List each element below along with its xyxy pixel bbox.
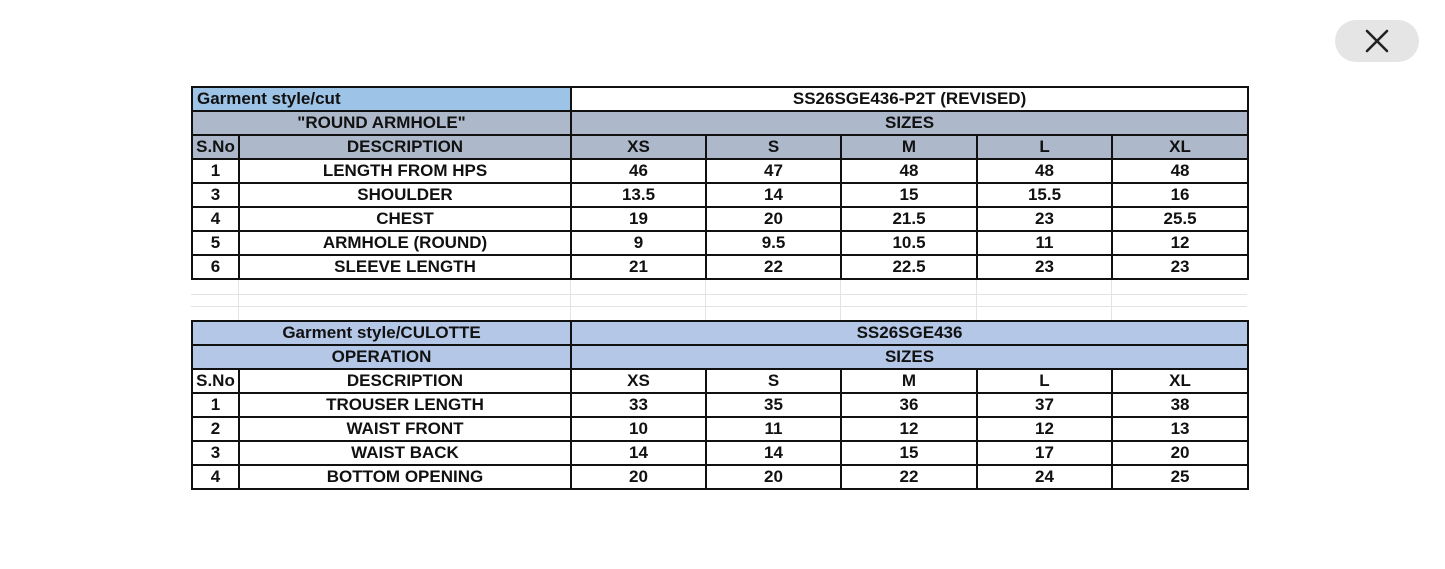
cut-label: "ROUND ARMHOLE" xyxy=(192,111,571,135)
measurement-cell: 12 xyxy=(1112,231,1248,255)
measurement-cell: 25 xyxy=(1112,465,1248,489)
measurement-cell: 12 xyxy=(841,417,977,441)
description-cell: CHEST xyxy=(239,207,571,231)
measurement-cell: 23 xyxy=(977,207,1112,231)
measurement-cell: 21.5 xyxy=(841,207,977,231)
measurement-cell: 14 xyxy=(571,441,706,465)
sno-cell: 1 xyxy=(192,393,239,417)
sno-cell: 3 xyxy=(192,183,239,207)
table-row xyxy=(192,393,1248,417)
garment-style-label: Garment style/cut xyxy=(192,87,571,111)
measurement-cell: 23 xyxy=(1112,255,1248,279)
garment-style-label: Garment style/CULOTTE xyxy=(192,321,571,345)
measurement-cell: 9 xyxy=(571,231,706,255)
size-header: L xyxy=(977,369,1112,393)
table-row xyxy=(192,183,1248,207)
sno-cell: 5 xyxy=(192,231,239,255)
measurement-cell: 16 xyxy=(1112,183,1248,207)
spec-table-top xyxy=(191,86,1249,280)
measurement-cell: 14 xyxy=(706,183,841,207)
sno-cell: 4 xyxy=(192,207,239,231)
column-header-row xyxy=(192,135,1248,159)
measurement-cell: 48 xyxy=(1112,159,1248,183)
measurement-cell: 47 xyxy=(706,159,841,183)
close-button[interactable] xyxy=(1335,20,1419,62)
size-header: L xyxy=(977,135,1112,159)
description-cell: LENGTH FROM HPS xyxy=(239,159,571,183)
sizes-label: SIZES xyxy=(571,111,1248,135)
measurement-cell: 20 xyxy=(1112,441,1248,465)
measurement-cell: 23 xyxy=(977,255,1112,279)
description-cell: WAIST FRONT xyxy=(239,417,571,441)
table-row xyxy=(192,465,1248,489)
description-cell: BOTTOM OPENING xyxy=(239,465,571,489)
description-cell: TROUSER LENGTH xyxy=(239,393,571,417)
measurement-cell: 11 xyxy=(977,231,1112,255)
column-header-row xyxy=(192,369,1248,393)
measurement-cell: 36 xyxy=(841,393,977,417)
measurement-cell: 20 xyxy=(706,207,841,231)
measurement-cell: 13.5 xyxy=(571,183,706,207)
measurement-cell: 12 xyxy=(977,417,1112,441)
measurement-cell: 22 xyxy=(841,465,977,489)
description-cell: ARMHOLE (ROUND) xyxy=(239,231,571,255)
measurement-cell: 10.5 xyxy=(841,231,977,255)
measurement-cell: 33 xyxy=(571,393,706,417)
measurement-cell: 48 xyxy=(977,159,1112,183)
sno-header: S.No xyxy=(192,135,239,159)
table-row xyxy=(192,441,1248,465)
measurement-cell: 38 xyxy=(1112,393,1248,417)
sno-cell: 1 xyxy=(192,159,239,183)
size-header: XS xyxy=(571,369,706,393)
size-header: M xyxy=(841,369,977,393)
measurement-cell: 20 xyxy=(706,465,841,489)
measurement-cell: 35 xyxy=(706,393,841,417)
measurement-cell: 24 xyxy=(977,465,1112,489)
measurement-cell: 10 xyxy=(571,417,706,441)
measurement-cell: 15.5 xyxy=(977,183,1112,207)
measurement-cell: 20 xyxy=(571,465,706,489)
measurement-cell: 9.5 xyxy=(706,231,841,255)
measurement-cell: 15 xyxy=(841,441,977,465)
measurement-cell: 13 xyxy=(1112,417,1248,441)
table-row xyxy=(192,159,1248,183)
close-icon xyxy=(1365,29,1389,53)
measurement-cell: 17 xyxy=(977,441,1112,465)
sno-cell: 4 xyxy=(192,465,239,489)
size-header: XL xyxy=(1112,135,1248,159)
measurement-cell: 22 xyxy=(706,255,841,279)
sizes-label: SIZES xyxy=(571,345,1248,369)
style-code: SS26SGE436-P2T (REVISED) xyxy=(571,87,1248,111)
sno-cell: 6 xyxy=(192,255,239,279)
measurement-cell: 14 xyxy=(706,441,841,465)
sno-cell: 3 xyxy=(192,441,239,465)
measurement-cell: 22.5 xyxy=(841,255,977,279)
measurement-cell: 19 xyxy=(571,207,706,231)
measurement-cell: 37 xyxy=(977,393,1112,417)
description-cell: WAIST BACK xyxy=(239,441,571,465)
size-header: M xyxy=(841,135,977,159)
sno-cell: 2 xyxy=(192,417,239,441)
measurement-cell: 46 xyxy=(571,159,706,183)
table-row xyxy=(192,417,1248,441)
measurement-cell: 15 xyxy=(841,183,977,207)
size-header: S xyxy=(706,369,841,393)
description-header: DESCRIPTION xyxy=(239,369,571,393)
size-header: S xyxy=(706,135,841,159)
size-header: XS xyxy=(571,135,706,159)
size-header: XL xyxy=(1112,369,1248,393)
measurement-cell: 11 xyxy=(706,417,841,441)
description-cell: SHOULDER xyxy=(239,183,571,207)
measurement-cell: 48 xyxy=(841,159,977,183)
operation-label: OPERATION xyxy=(192,345,571,369)
measurement-cell: 25.5 xyxy=(1112,207,1248,231)
size-spec-sheet xyxy=(191,86,1247,490)
sno-header: S.No xyxy=(192,369,239,393)
description-header: DESCRIPTION xyxy=(239,135,571,159)
table-row xyxy=(192,255,1248,279)
table-row xyxy=(192,207,1248,231)
table-row xyxy=(192,231,1248,255)
spec-table-bottom xyxy=(191,320,1249,490)
description-cell: SLEEVE LENGTH xyxy=(239,255,571,279)
style-code: SS26SGE436 xyxy=(571,321,1248,345)
sheet-gridline-spacer xyxy=(191,280,1247,320)
measurement-cell: 21 xyxy=(571,255,706,279)
